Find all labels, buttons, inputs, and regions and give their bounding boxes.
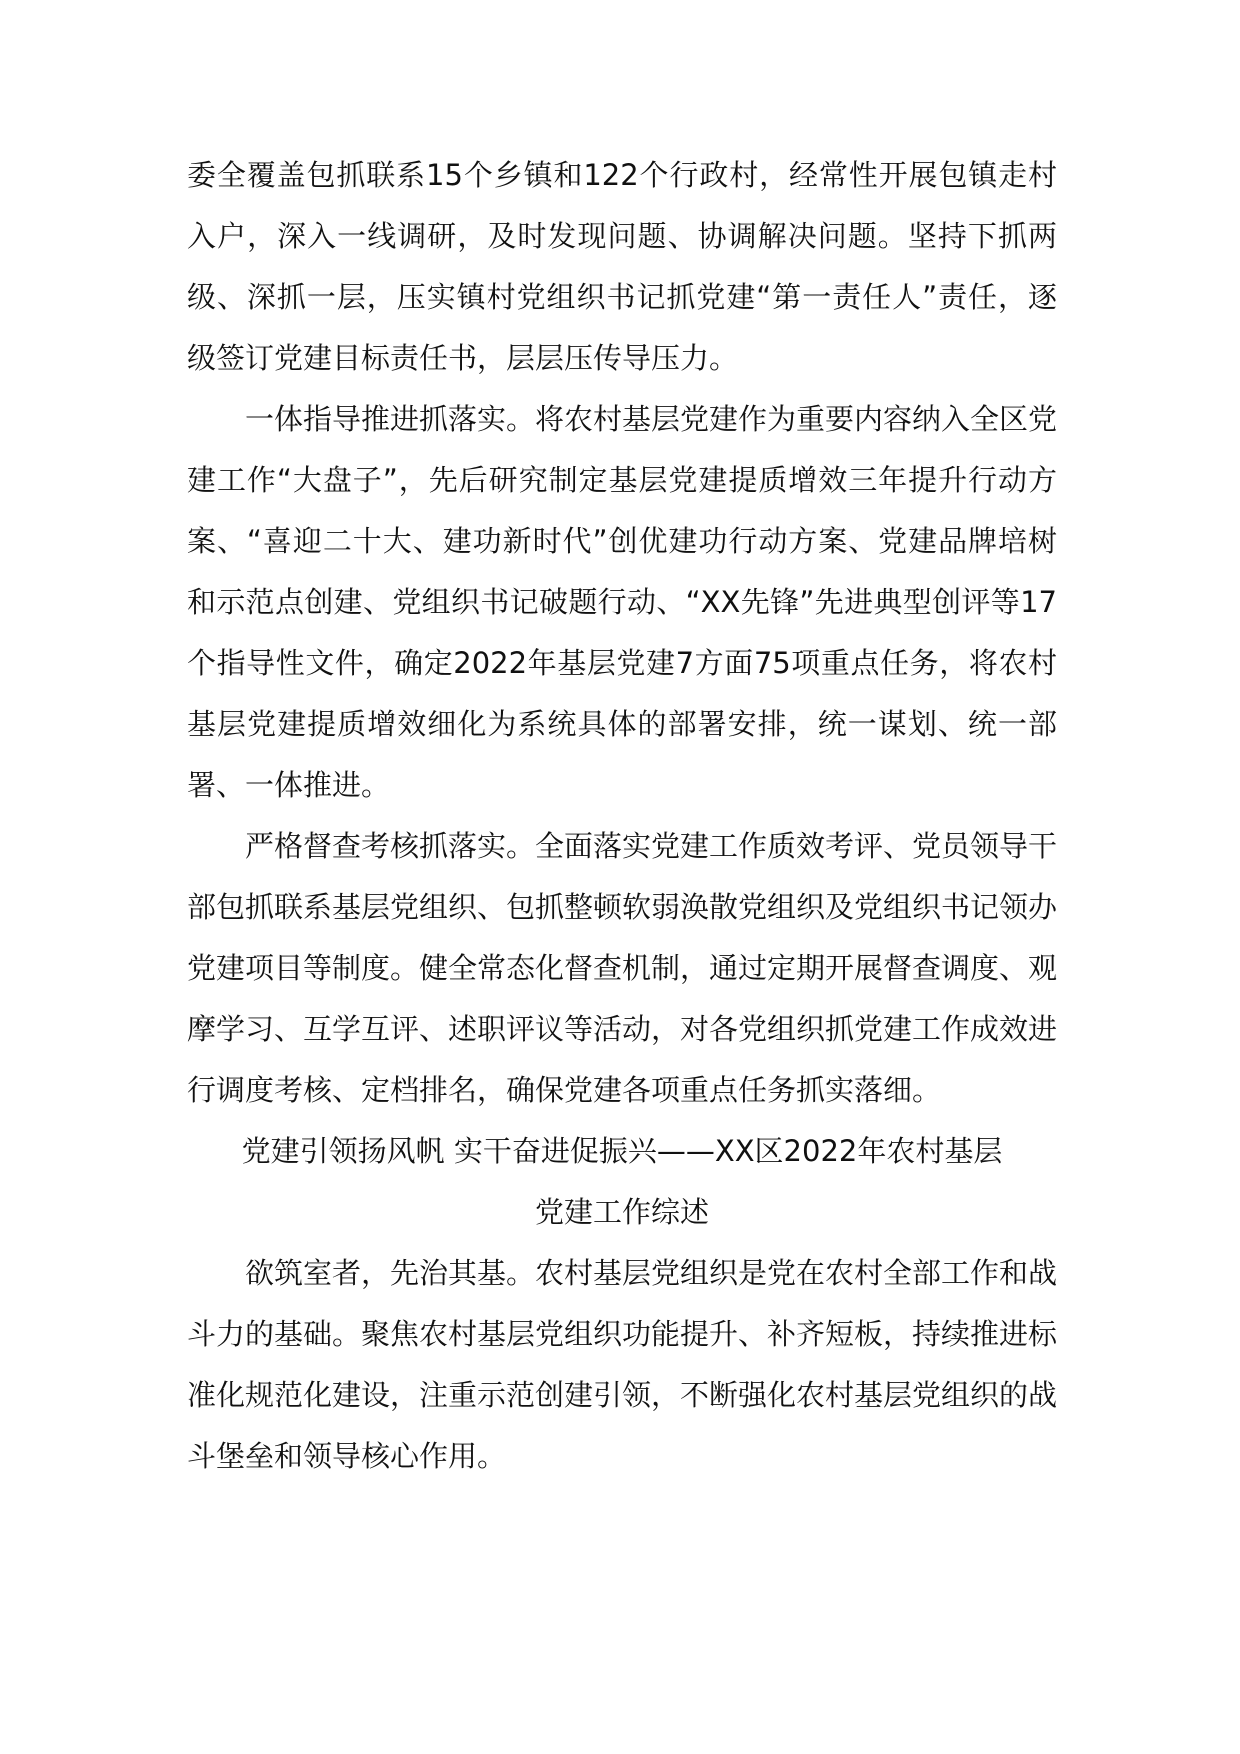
paragraph-guidance: 一体指导推进抓落实。将农村基层党建作为重要内容纳入全区党建工作“大盘子”，先后研究制定基层党建提质增效三年提升行动方案、“喜迎二十大、建功新时代”创优建功行动方案、党建品牌培树和示范点创建、党组织书记破题行动、“XX先锋”先进典型创评等17个指导性文件，确定2022年基层党建7方面75项重点任务，将农村基层党建提质增效细化为系统具体的部署安排，统一谋划、统一部署、一体推进。 xyxy=(187,402,1058,802)
paragraph-intro: 欲筑室者，先治其基。农村基层党组织是党在农村全部工作和战斗力的基础。聚焦农村基层党组织功能提升、补齐短板，持续推进标准化规范化建设，注重示范创建引领，不断强化农村基层党组织的战斗堡垒和领导核心作用。 xyxy=(187,1256,1058,1473)
document-body xyxy=(187,145,1057,1487)
paragraph-supervision: 严格督查考核抓落实。全面落实党建工作质效考评、党员领导干部包抓联系基层党组织、包抓整顿软弱涣散党组织及党组织书记领办党建项目等制度。健全常态化督查机制，通过定期开展督查调度、观摩学习、互学互评、述职评议等活动，对各党组织抓党建工作成效进行调度考核、定档排名，确保党建各项重点任务抓实落细。 xyxy=(187,829,1058,1107)
article-title-line-1: 党建引领扬风帆 实干奋进促振兴——XX区2022年农村基层 xyxy=(241,1134,1003,1168)
article-title-line-2: 党建工作综述 xyxy=(534,1195,709,1229)
continued-paragraph: 委全覆盖包抓联系15个乡镇和122个行政村，经常性开展包镇走村入户，深入一线调研，及时发现问题、协调解决问题。坚持下抓两级、深抓一层，压实镇村党组织书记抓党建“第一责任人”责任，逐级签订党建目标责任书，层层压传导压力。 xyxy=(187,158,1057,375)
